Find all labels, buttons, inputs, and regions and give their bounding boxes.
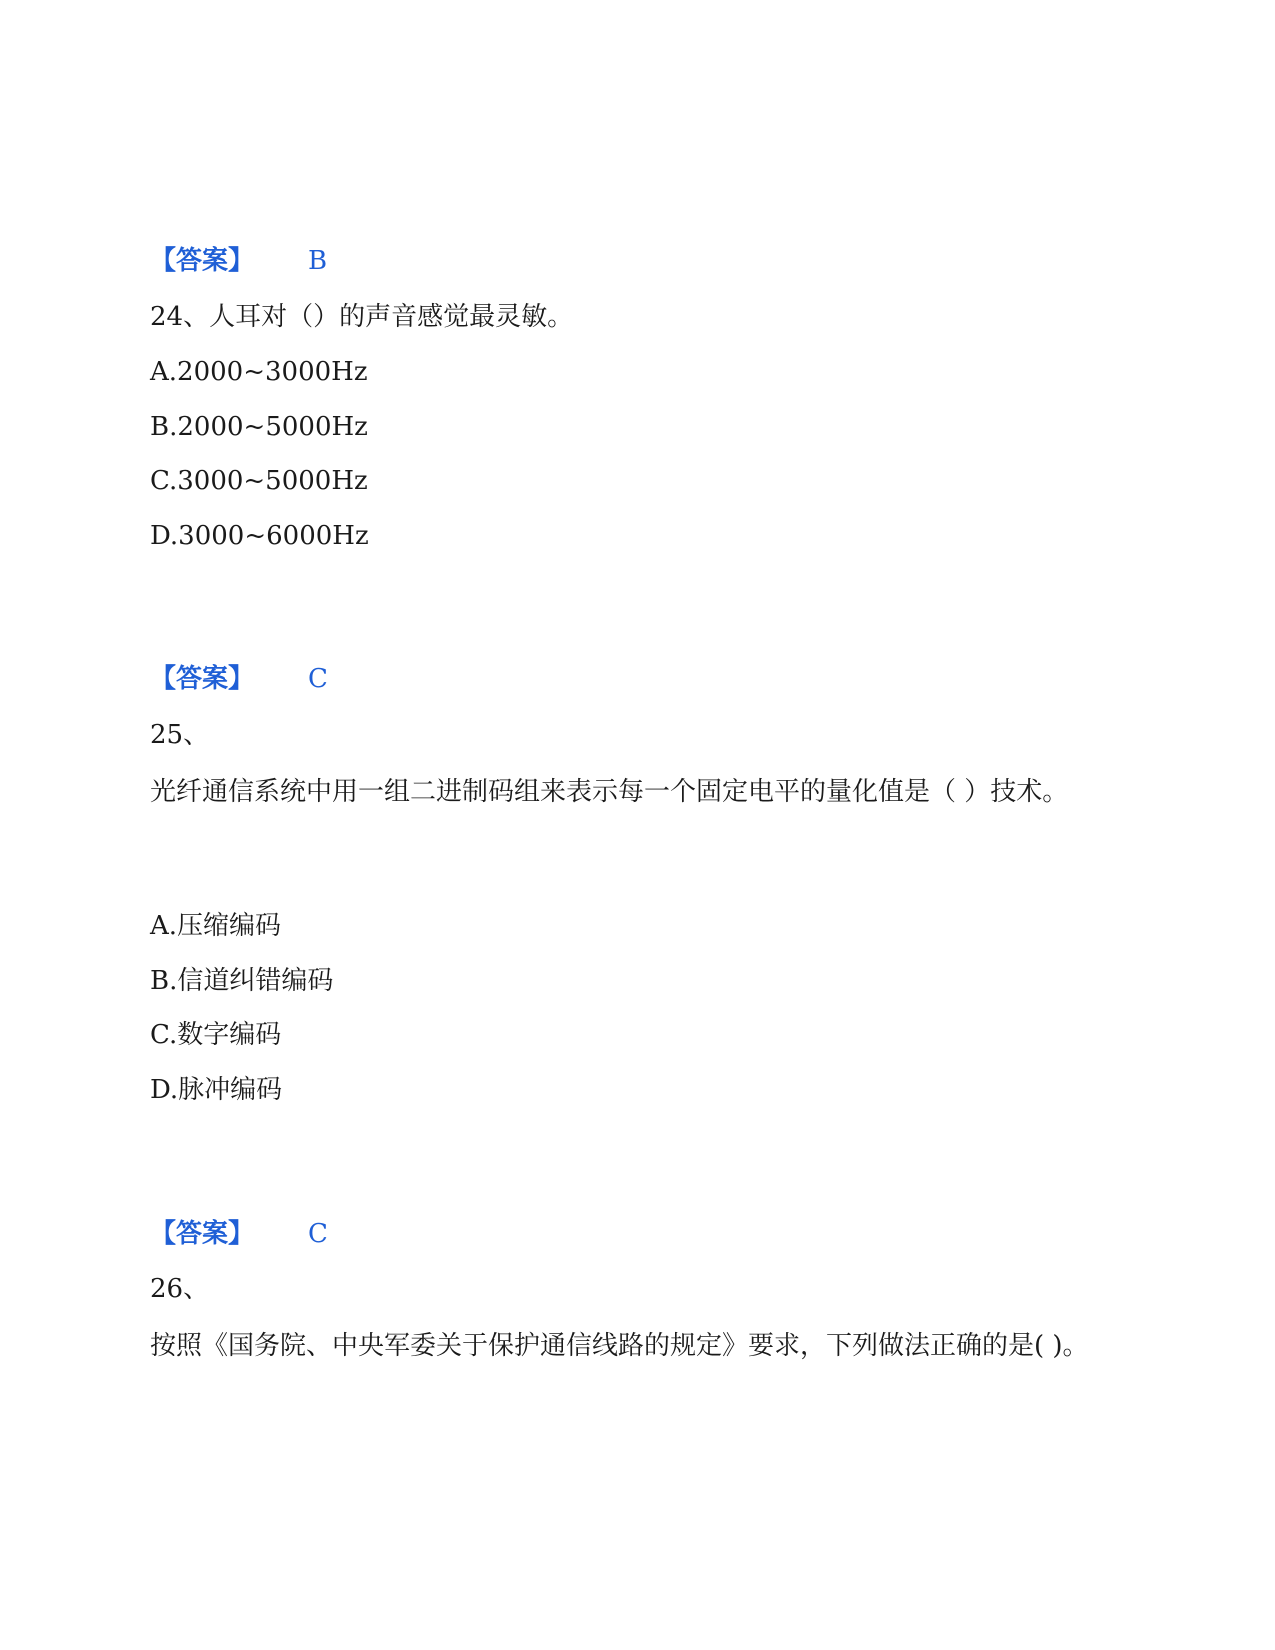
answer-row	[150, 660, 470, 698]
answer-label: 【答案】	[150, 246, 255, 276]
answer-label: 【答案】	[150, 664, 255, 694]
answer-row	[150, 242, 470, 280]
option-d: D.3000~6000Hz	[150, 521, 369, 551]
option-b: B.信道纠错编码	[150, 966, 334, 996]
question-number: 25、	[150, 720, 210, 750]
answer-value: C	[308, 664, 328, 694]
option-b: B.2000~5000Hz	[150, 412, 368, 442]
question-stem: 按照《国务院、中央军委关于保护通信线路的规定》要求，下列做法正确的是( )。	[150, 1331, 1089, 1361]
answer-value: C	[308, 1219, 328, 1249]
option-c: C.3000~5000Hz	[150, 466, 368, 496]
option-c: C.数字编码	[150, 1020, 282, 1050]
option-a: A.2000~3000Hz	[150, 357, 368, 387]
question-title: 24、人耳对（）的声音感觉最灵敏。	[150, 302, 574, 332]
answer-value: B	[308, 246, 328, 276]
question-number: 26、	[150, 1274, 210, 1304]
option-d: D.脉冲编码	[150, 1075, 283, 1105]
answer-label: 【答案】	[150, 1219, 255, 1249]
question-stem: 光纤通信系统中用一组二进制码组来表示每一个固定电平的量化值是（ ）技术。	[150, 777, 1069, 807]
option-a: A.压缩编码	[150, 911, 282, 941]
answer-row	[150, 1215, 470, 1253]
